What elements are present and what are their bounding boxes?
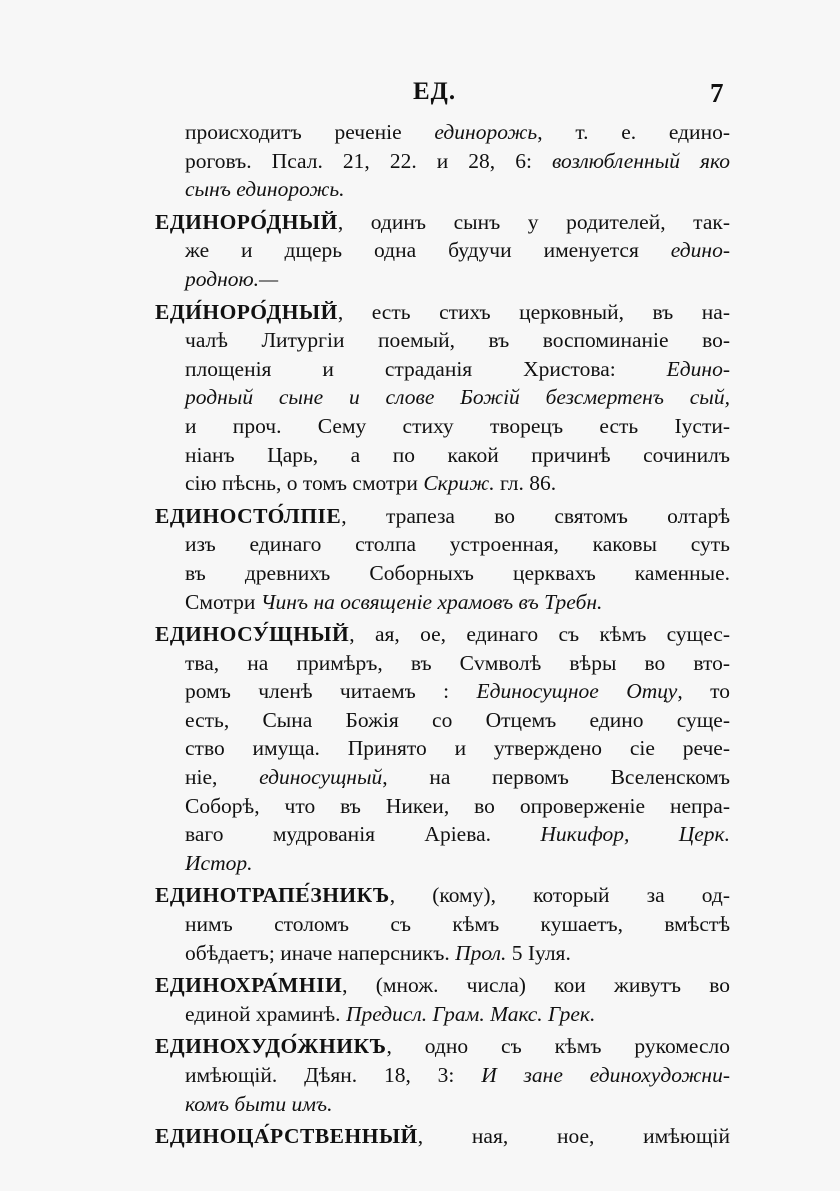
- text-line: роговъ. Псал. 21, 22. и 28, 6: возлюбленный яко: [185, 148, 730, 173]
- page-body: [155, 118, 730, 1151]
- entry-edinorodny-2: [155, 298, 730, 498]
- entry-edinokhramnii: [155, 971, 730, 1028]
- headword: ЕДИНОТРАПЕ́ЗНИКЪ: [155, 883, 390, 908]
- text-line: площенія и страданія Христова: Едино-: [185, 356, 730, 381]
- headword: ЕДИНОРО́ДНЫЙ: [155, 209, 338, 234]
- text-line: ромъ членѣ читаемъ : Единосущное Отцу, то: [185, 679, 730, 704]
- headword: ЕДИНОСУ́ЩНЫЙ: [155, 622, 350, 647]
- text-line: Смотри Чинъ на освященіе храмовъ въ Требн.: [185, 589, 603, 614]
- text-line: ЕДИНОРО́ДНЫЙ, одинъ сынъ у родителей, так-: [155, 209, 730, 234]
- headword: ЕДИНОХРА́МНІИ: [155, 973, 343, 998]
- entry-continuation: [155, 118, 730, 204]
- text-line: родный сыне и слове Божій безсмертенъ сый,: [185, 385, 730, 410]
- text-line: родною.—: [185, 266, 279, 291]
- text-line: изъ единаго столпа устроенная, каковы суть: [185, 532, 730, 557]
- headword: ЕДИ́НОРО́ДНЫЙ: [155, 299, 338, 324]
- text-line: нимъ столомъ съ кѣмъ кушаетъ, вмѣстѣ: [185, 912, 730, 937]
- text-line: Соборѣ, что въ Никеи, во опроверженіе непра-: [185, 793, 730, 818]
- text-line: ЕДИНОХУДО́ЖНИКЪ, одно съ кѣмъ рукомесло: [155, 1034, 730, 1059]
- entry-edinosushchny: [155, 620, 730, 877]
- text-line: комъ быти имъ.: [185, 1091, 333, 1116]
- entry-edinotsarstvenny: [155, 1122, 730, 1151]
- text-line: сынъ единорожь.: [185, 177, 345, 202]
- text-line: ЕДИНОЦА́РСТВЕННЫЙ, ная, ное, имѣющій: [155, 1124, 730, 1149]
- entry-edinostolpie: [155, 502, 730, 616]
- text-line: ЕДИНОТРАПЕ́ЗНИКЪ, (кому), который за од-: [155, 883, 730, 908]
- headword: ЕДИНОЦА́РСТВЕННЫЙ: [155, 1124, 418, 1149]
- entry-edinorodny-1: [155, 208, 730, 294]
- text-line: есть, Сына Божія со Отцемъ едино суще-: [185, 707, 730, 732]
- text-line: ЕДИ́НОРО́ДНЫЙ, есть стихъ церковный, въ на-: [155, 299, 730, 324]
- running-head: ЕД.: [413, 78, 457, 105]
- text-line: въ древнихъ Соборныхъ церквахъ каменные.: [185, 560, 730, 585]
- text-line: ніе, единосущный, на первомъ Вселенскомъ: [185, 765, 731, 790]
- entry-edinotrapeznik: [155, 881, 730, 967]
- headword: ЕДИНОСТО́ЛПІЕ: [155, 503, 342, 528]
- text-line: единой храминѣ. Предисл. Грам. Макс. Грек.: [185, 1001, 596, 1026]
- text-line: же и дщерь одна будучи именуется едино-: [185, 238, 730, 263]
- text-line: обѣдаетъ; иначе наперсникъ. Прол. 5 Iуля.: [185, 940, 571, 965]
- text-line: сію пѣснь, о томъ смотри Скриж. гл. 86.: [185, 471, 557, 496]
- page-header: [0, 78, 840, 112]
- text-line: ЕДИНОСТО́ЛПІЕ, трапеза во святомъ олтарѣ: [155, 503, 730, 528]
- text-line: ніанъ Царь, а по какой причинѣ сочинилъ: [185, 442, 730, 467]
- text-line: имѣющій. Дѣян. 18, 3: И зане единохудожни-: [185, 1063, 730, 1087]
- headword: ЕДИНОХУДО́ЖНИКЪ: [155, 1034, 387, 1059]
- text-line: ство имуща. Принято и утверждено сіе рече-: [185, 736, 730, 761]
- text-line: Истор.: [185, 850, 253, 875]
- text-line: ЕДИНОСУ́ЩНЫЙ, ая, ое, единаго съ кѣмъ сущес-: [155, 622, 730, 647]
- page-number: 7: [710, 78, 724, 108]
- text-line: и проч. Сему стиху творецъ есть Iусти-: [185, 413, 730, 438]
- entry-edinokhudozhnik: [155, 1032, 730, 1118]
- text-line: чалѣ Литургіи поемый, въ воспоминаніе во-: [185, 328, 730, 353]
- text-line: ЕДИНОХРА́МНІИ, (множ. числа) кои живутъ во: [155, 973, 730, 998]
- text-line: ваго мудрованія Аріева. Никифор, Церк.: [185, 822, 730, 847]
- text-line: происходитъ реченіе единорожь, т. е. едино-: [185, 120, 730, 144]
- text-line: тва, на примѣръ, въ Сvмволѣ вѣры во вто-: [185, 650, 730, 675]
